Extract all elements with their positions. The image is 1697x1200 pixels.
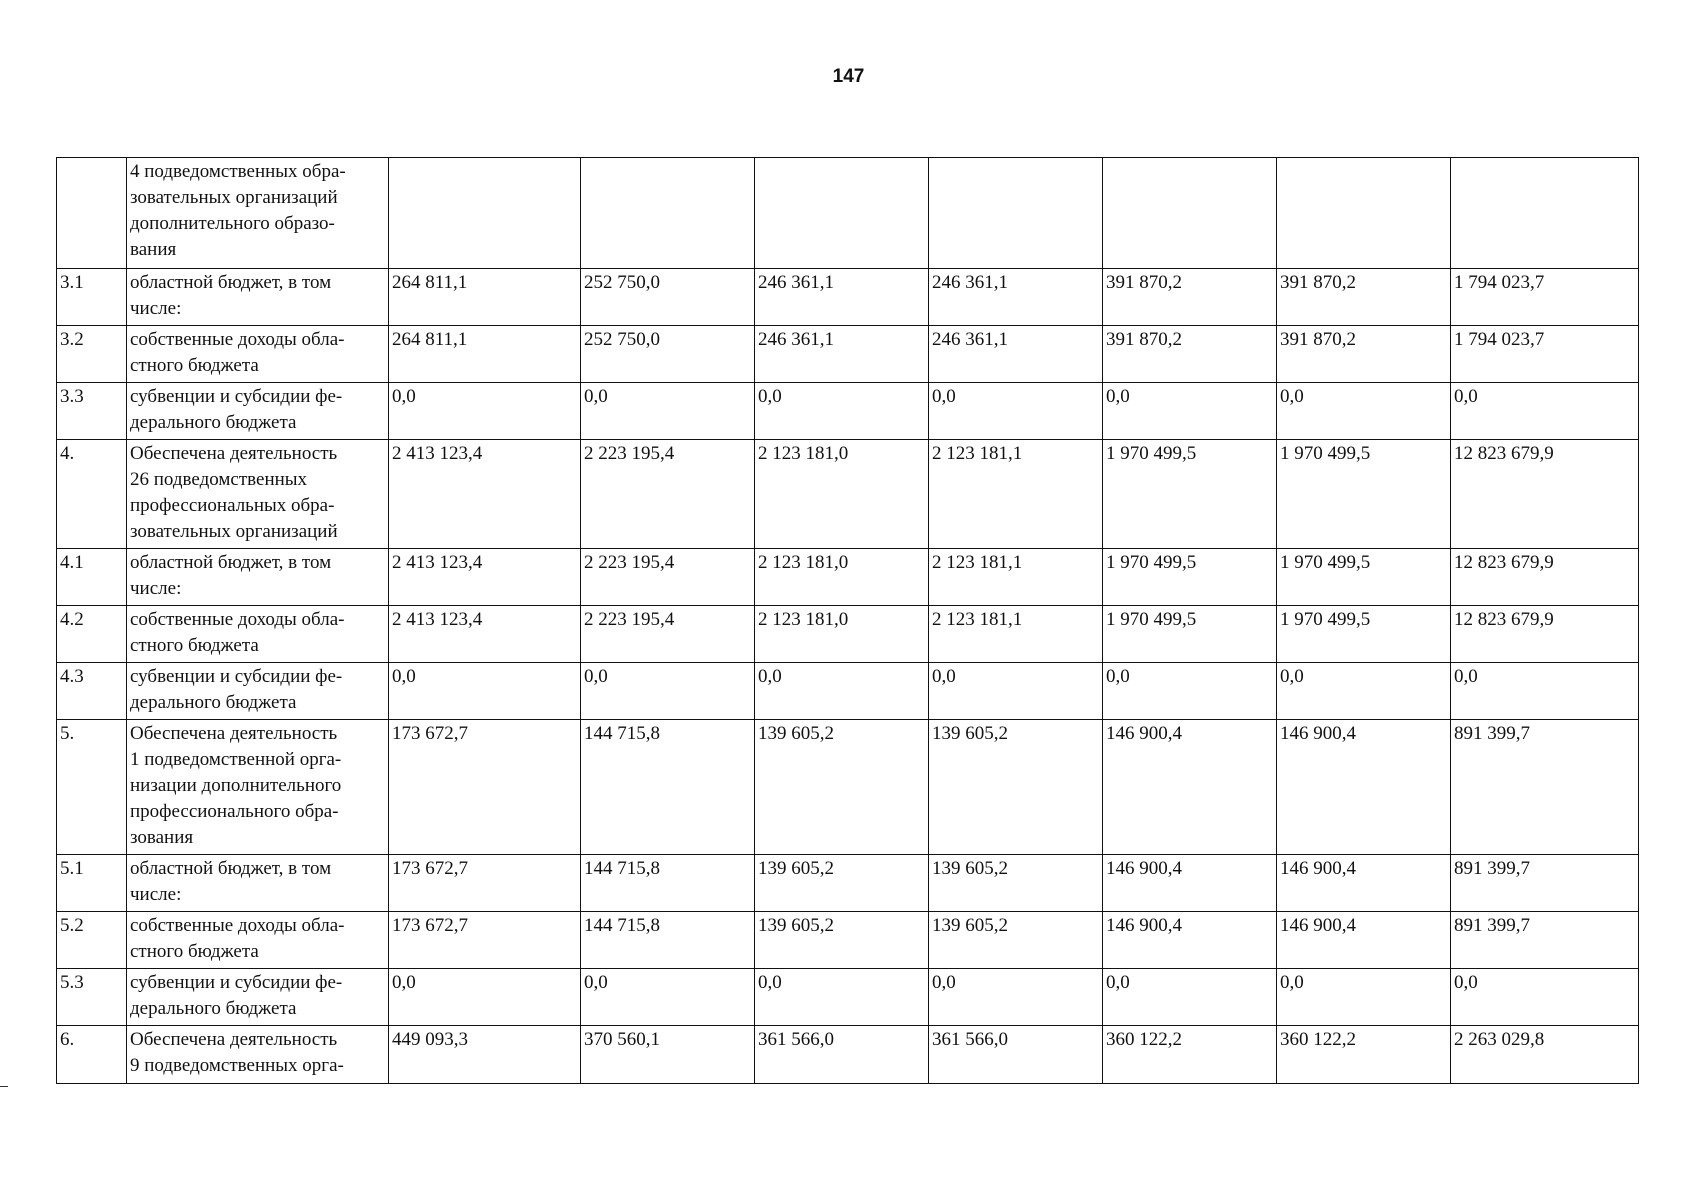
value-cell: 0,0	[1103, 663, 1277, 720]
value-cell: 139 605,2	[755, 912, 929, 969]
value-cell: 144 715,8	[581, 720, 755, 855]
row-number-cell: 3.3	[57, 383, 127, 440]
value-cell: 173 672,7	[389, 912, 581, 969]
table-row	[57, 606, 1639, 663]
value-cell: 1 970 499,5	[1103, 549, 1277, 606]
value-cell: 2 413 123,4	[389, 606, 581, 663]
table-row	[57, 549, 1639, 606]
row-number-cell: 5.	[57, 720, 127, 855]
value-cell: 0,0	[389, 969, 581, 1026]
value-cell: 360 122,2	[1103, 1026, 1277, 1084]
table-row	[57, 269, 1639, 326]
row-number-cell: 5.3	[57, 969, 127, 1026]
row-name-cell: собственные доходы обла- стного бюджета	[127, 606, 389, 663]
row-name-cell: Обеспечена деятельность 26 подведомственных профессиональных обра- зовательных организаций	[127, 440, 389, 549]
value-cell: 361 566,0	[755, 1026, 929, 1084]
value-cell: 0,0	[581, 663, 755, 720]
value-cell: 146 900,4	[1277, 912, 1451, 969]
value-cell: 0,0	[755, 969, 929, 1026]
value-cell: 891 399,7	[1451, 912, 1639, 969]
value-cell: 12 823 679,9	[1451, 606, 1639, 663]
value-cell: 2 123 181,0	[755, 606, 929, 663]
value-cell: 1 970 499,5	[1277, 440, 1451, 549]
value-cell: 2 413 123,4	[389, 440, 581, 549]
row-name-cell: областной бюджет, в том числе:	[127, 549, 389, 606]
value-cell: 146 900,4	[1277, 720, 1451, 855]
row-name-cell: субвенции и субсидии фе- дерального бюджета	[127, 383, 389, 440]
value-cell: 0,0	[389, 663, 581, 720]
value-cell: 144 715,8	[581, 855, 755, 912]
value-cell: 0,0	[1451, 969, 1639, 1026]
row-name-cell: Обеспечена деятельность 1 подведомственной орга- низации дополнительного профессионального обра- зования	[127, 720, 389, 855]
row-number-cell: 6.	[57, 1026, 127, 1084]
value-cell: 2 413 123,4	[389, 549, 581, 606]
table-row	[57, 383, 1639, 440]
row-name-cell: 4 подведомственных обра- зовательных организаций дополнительного образо- вания	[127, 158, 389, 269]
value-cell: 0,0	[1277, 969, 1451, 1026]
value-cell: 891 399,7	[1451, 720, 1639, 855]
value-cell: 246 361,1	[755, 269, 929, 326]
row-number-cell: 4.	[57, 440, 127, 549]
value-cell: 139 605,2	[929, 720, 1103, 855]
value-cell: 0,0	[1103, 969, 1277, 1026]
value-cell: 0,0	[755, 383, 929, 440]
value-cell: 173 672,7	[389, 855, 581, 912]
value-cell: 12 823 679,9	[1451, 549, 1639, 606]
row-number-cell	[57, 158, 127, 269]
table-row	[57, 1026, 1639, 1084]
value-cell: 139 605,2	[929, 855, 1103, 912]
table-row	[57, 855, 1639, 912]
row-number-cell: 3.1	[57, 269, 127, 326]
row-name-cell: субвенции и субсидии фе- дерального бюджета	[127, 663, 389, 720]
row-name-cell: Обеспечена деятельность 9 подведомственных орга-	[127, 1026, 389, 1084]
row-number-cell: 4.1	[57, 549, 127, 606]
value-cell: 1 970 499,5	[1103, 440, 1277, 549]
value-cell: 1 794 023,7	[1451, 269, 1639, 326]
value-cell: 252 750,0	[581, 269, 755, 326]
value-cell: 139 605,2	[755, 855, 929, 912]
row-name-cell: собственные доходы обла- стного бюджета	[127, 326, 389, 383]
value-cell	[1103, 158, 1277, 269]
value-cell: 2 223 195,4	[581, 440, 755, 549]
value-cell: 246 361,1	[929, 326, 1103, 383]
value-cell: 0,0	[1451, 383, 1639, 440]
row-name-cell: субвенции и субсидии фе- дерального бюджета	[127, 969, 389, 1026]
value-cell: 0,0	[389, 383, 581, 440]
value-cell: 146 900,4	[1103, 720, 1277, 855]
value-cell: 246 361,1	[755, 326, 929, 383]
value-cell: 139 605,2	[755, 720, 929, 855]
value-cell: 12 823 679,9	[1451, 440, 1639, 549]
value-cell: 264 811,1	[389, 269, 581, 326]
row-number-cell: 5.1	[57, 855, 127, 912]
value-cell: 139 605,2	[929, 912, 1103, 969]
value-cell: 2 123 181,1	[929, 440, 1103, 549]
value-cell: 0,0	[1451, 663, 1639, 720]
value-cell: 391 870,2	[1277, 326, 1451, 383]
value-cell: 173 672,7	[389, 720, 581, 855]
row-number-cell: 5.2	[57, 912, 127, 969]
value-cell	[929, 158, 1103, 269]
value-cell: 2 123 181,0	[755, 549, 929, 606]
value-cell: 246 361,1	[929, 269, 1103, 326]
value-cell: 0,0	[755, 663, 929, 720]
value-cell: 0,0	[581, 383, 755, 440]
value-cell: 0,0	[1277, 663, 1451, 720]
budget-table	[56, 157, 1639, 1084]
value-cell: 252 750,0	[581, 326, 755, 383]
value-cell	[1277, 158, 1451, 269]
value-cell: 2 263 029,8	[1451, 1026, 1639, 1084]
value-cell: 144 715,8	[581, 912, 755, 969]
value-cell	[581, 158, 755, 269]
table-row	[57, 326, 1639, 383]
value-cell: 2 123 181,1	[929, 606, 1103, 663]
table-row	[57, 158, 1639, 269]
value-cell: 264 811,1	[389, 326, 581, 383]
value-cell: 360 122,2	[1277, 1026, 1451, 1084]
value-cell: 0,0	[1103, 383, 1277, 440]
value-cell: 891 399,7	[1451, 855, 1639, 912]
value-cell: 0,0	[1277, 383, 1451, 440]
value-cell: 0,0	[929, 663, 1103, 720]
table-row	[57, 912, 1639, 969]
value-cell: 146 900,4	[1103, 912, 1277, 969]
value-cell: 370 560,1	[581, 1026, 755, 1084]
margin-mark	[0, 1086, 8, 1087]
table-row	[57, 969, 1639, 1026]
value-cell: 391 870,2	[1103, 269, 1277, 326]
value-cell: 0,0	[929, 969, 1103, 1026]
table-row	[57, 720, 1639, 855]
table-row	[57, 663, 1639, 720]
value-cell: 146 900,4	[1277, 855, 1451, 912]
value-cell: 2 123 181,0	[755, 440, 929, 549]
value-cell: 2 223 195,4	[581, 606, 755, 663]
value-cell: 1 794 023,7	[1451, 326, 1639, 383]
row-name-cell: областной бюджет, в том числе:	[127, 269, 389, 326]
row-number-cell: 4.2	[57, 606, 127, 663]
page-number: 147	[832, 66, 865, 87]
value-cell: 391 870,2	[1277, 269, 1451, 326]
value-cell: 1 970 499,5	[1277, 606, 1451, 663]
value-cell	[1451, 158, 1639, 269]
value-cell: 391 870,2	[1103, 326, 1277, 383]
value-cell: 449 093,3	[389, 1026, 581, 1084]
value-cell: 146 900,4	[1103, 855, 1277, 912]
value-cell: 1 970 499,5	[1103, 606, 1277, 663]
row-number-cell: 4.3	[57, 663, 127, 720]
value-cell: 0,0	[929, 383, 1103, 440]
table-row	[57, 440, 1639, 549]
row-name-cell: собственные доходы обла- стного бюджета	[127, 912, 389, 969]
value-cell: 0,0	[581, 969, 755, 1026]
value-cell	[755, 158, 929, 269]
value-cell: 2 123 181,1	[929, 549, 1103, 606]
table-body	[57, 158, 1639, 1084]
value-cell: 361 566,0	[929, 1026, 1103, 1084]
row-number-cell: 3.2	[57, 326, 127, 383]
value-cell	[389, 158, 581, 269]
value-cell: 1 970 499,5	[1277, 549, 1451, 606]
row-name-cell: областной бюджет, в том числе:	[127, 855, 389, 912]
value-cell: 2 223 195,4	[581, 549, 755, 606]
